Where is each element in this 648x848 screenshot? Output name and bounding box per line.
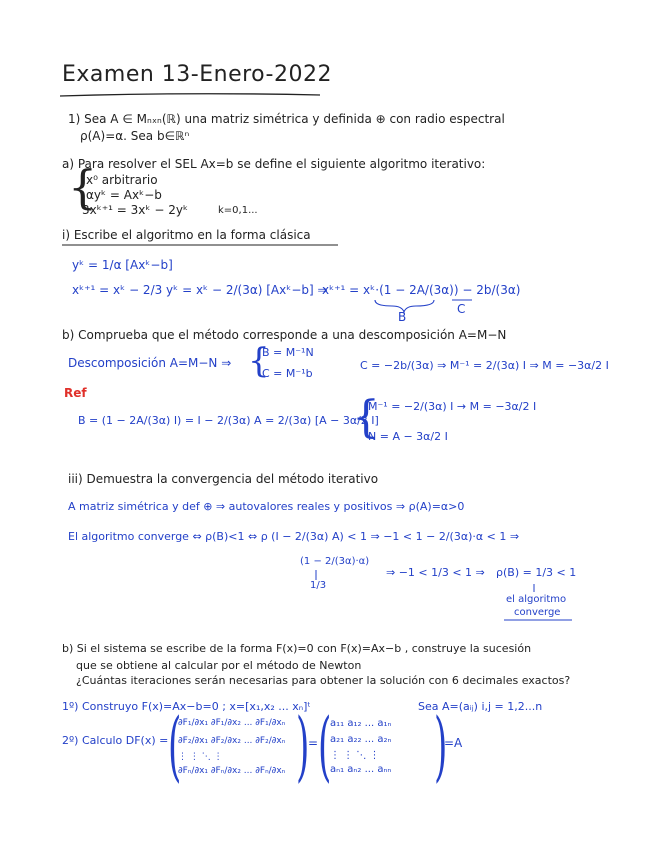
system-line-3: 3xᵏ⁺¹ = 3xᵏ − 2yᵏ [82,203,189,217]
sub-expression: (1 − 2/(3α)·α) [300,556,370,567]
converge-note-1: el algoritmo [506,594,567,605]
M-inverse: M⁻¹ = −2/(3α) I → M = −3α/2 I [368,400,537,413]
matrix-row-1: a₁₁ a₁₂ ... a₁ₙ [330,718,392,729]
inequality-line: ⇒ −1 < 1/3 < 1 ⇒ [386,566,485,579]
B-equation: B = M⁻¹N [262,346,314,359]
M-N-brace: { [352,392,380,443]
system-brace: { [68,160,98,214]
matrix-left-paren: ( [318,701,332,790]
descomp-brace: { [248,341,270,381]
C-calculation: C = −2b/(3α) ⇒ M⁻¹ = 2/(3α) I ⇒ M = −3α/2 I [360,359,609,372]
step-1b: Sea A=(aᵢⱼ) i,j = 1,2...n [418,700,543,713]
descomposicion-text: Descomposición A=M−N ⇒ [68,356,232,370]
yk-formula: yᵏ = 1/α [Axᵏ−b] [72,258,173,272]
part-iii-statement: iii) Demuestra la convergencia del método iterativo [68,472,379,486]
system-line-1: x⁰ arbitrario [86,173,158,187]
system-line-2: αyᵏ = Axᵏ−b [86,188,162,202]
jacobian-row-4: ∂Fₙ/∂x₁ ∂Fₙ/∂x₂ ... ∂Fₙ/∂xₙ [178,766,286,776]
newton-statement-1: b) Si el sistema se escribe de la forma F(x)=0 con F(x)=Ax−b , construye la sucesión [62,642,532,655]
sub-result: 1/3 [310,580,327,591]
B-calculation: B = (1 − 2A/(3α) I) = I − 2/(3α) A = 2/(3α) [A − 3α/2 I] [78,414,379,427]
newton-statement-2: que se obtiene al calcular por el método de Newton [76,659,362,672]
label-C: C [457,302,466,316]
jacobian-row-2: ∂F₂/∂x₁ ∂F₂/∂x₂ ... ∂F₂/∂xₙ [178,736,286,746]
problem-statement-line1: 1) Sea A ∈ Mₙₓₙ(ℝ) una matriz simétrica y definida ⊕ con radio espectral [68,112,505,126]
newton-statement-3: ¿Cuántas iteraciones serán necesarias para obtener la solución con 6 decimales exactos? [76,674,571,687]
problem-statement-line2: ρ(A)=α. Sea b∈ℝⁿ [80,129,190,143]
xk-formula-right: xᵏ⁺¹ = xᵏ·(1 − 2A/(3α)) − 2b/(3α) [322,283,521,297]
jacobian-row-1: ∂F₁/∂x₁ ∂F₁/∂x₂ ... ∂F₁/∂xₙ [178,718,286,728]
jacobian-row-3: ⋮ ⋮ ⋱ ⋮ [178,752,223,762]
page-title: Examen 13-Enero-2022 [62,62,332,87]
matrix-row-2: a₂₁ a₂₂ ... a₂ₙ [330,734,392,745]
jacobian-left-paren: ( [168,701,182,790]
equals-sign: = [308,736,319,750]
N-equation: N = A − 3α/2 I [368,430,448,443]
part-i-statement: i) Escribe el algoritmo en la forma clásica [62,228,311,242]
xk-formula-left: xᵏ⁺¹ = xᵏ − 2/3 yᵏ = xᵏ − 2/(3α) [Axᵏ−b] ⇒ [72,283,328,297]
convergence-condition: El algoritmo converge ⇔ ρ(B)<1 ⇔ ρ (I − 2/(3α) A) < 1 ⇒ −1 < 1 − 2/(3α)·α < 1 ⇒ [68,530,520,543]
equals-A: =A [444,736,463,750]
ref-mark: Ref [64,386,87,400]
matrix-row-4: aₙ₁ aₙ₂ ... aₙₙ [330,764,392,775]
step-1: 1º) Construyo F(x)=Ax−b=0 ; x=[x₁,x₂ ... xₙ]ᵗ [62,700,311,713]
part-b-statement: b) Comprueba que el método corresponde a una descomposición A=M−N [62,328,507,342]
label-B: B [398,310,407,324]
symmetric-eigen-line: A matriz simétrica y def ⊕ ⇒ autovalores reales y positivos ⇒ ρ(A)=α>0 [68,500,465,513]
step-2: 2º) Calculo DF(x) = [62,734,169,747]
jacobian-right-paren: ) [296,701,310,790]
converge-note-2: converge [514,607,561,618]
matrix-row-3: ⋮ ⋮ ⋱ ⋮ [330,750,380,761]
k-range: k=0,1... [218,205,258,216]
rho-B-result: ρ(B) = 1/3 < 1 [496,566,577,579]
C-equation: C = M⁻¹b [262,367,313,380]
part-a-statement: a) Para resolver el SEL Ax=b se define el siguiente algoritmo iterativo: [62,157,486,171]
matrix-right-paren: ) [434,701,448,790]
